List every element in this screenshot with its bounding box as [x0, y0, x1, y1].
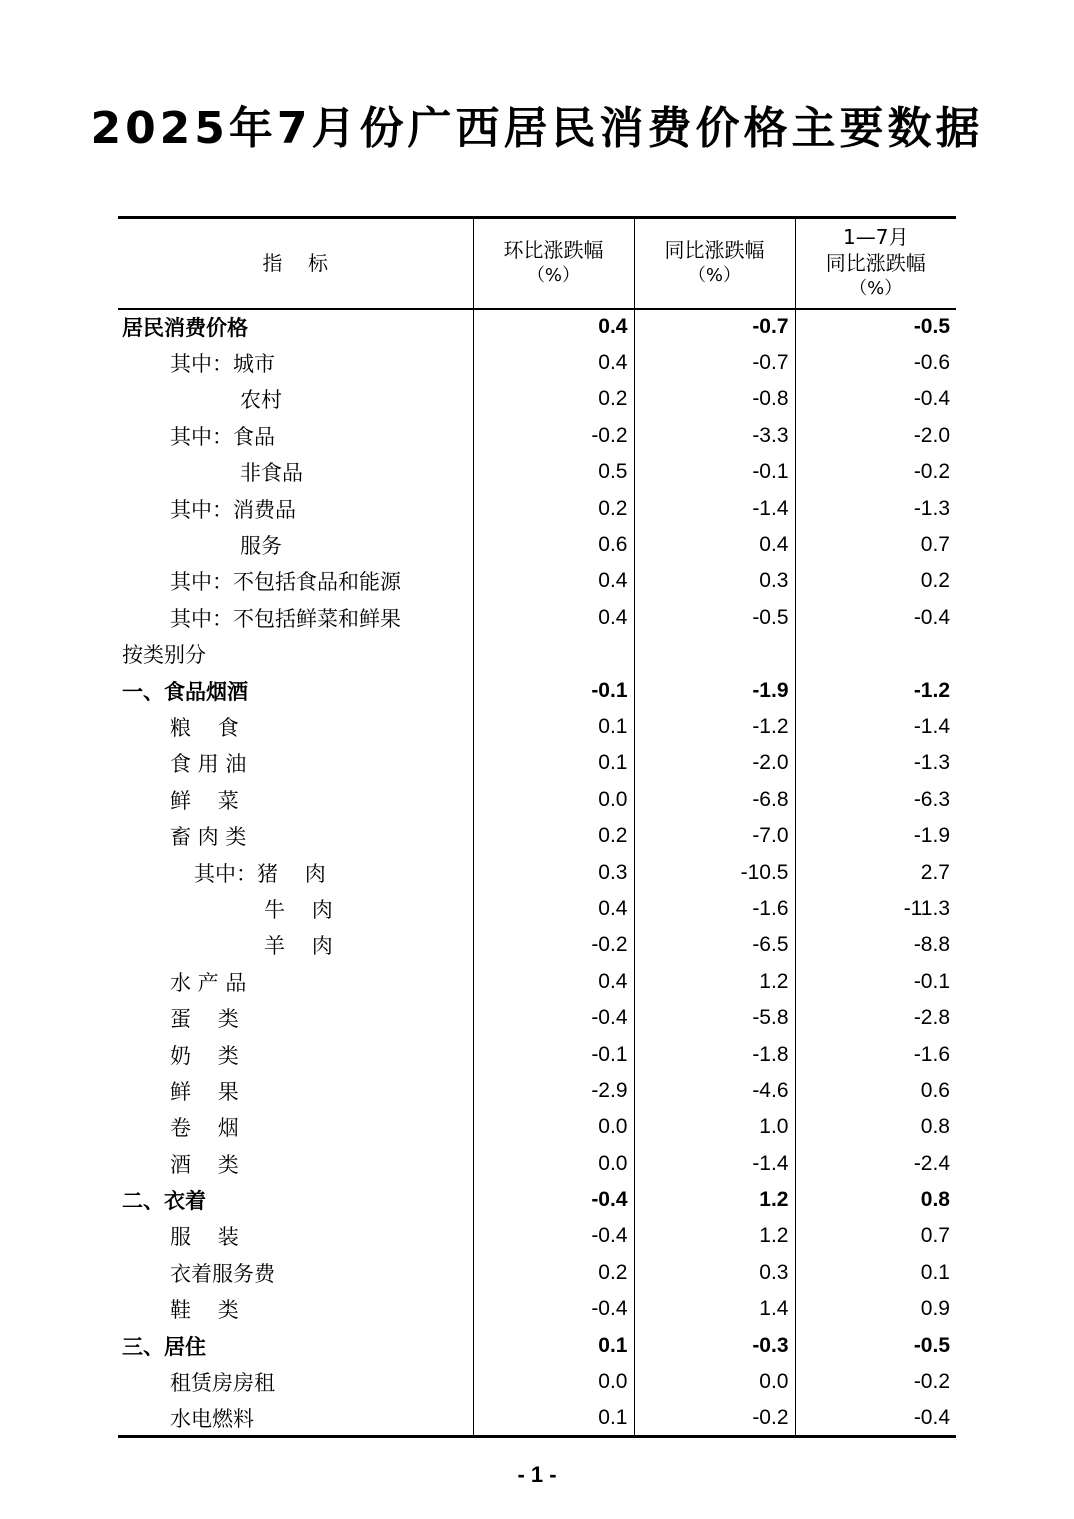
- row-value-mom: 0.1: [473, 745, 634, 781]
- row-value-ytd: 0.9: [795, 1291, 956, 1327]
- table-row: [118, 745, 956, 781]
- table-row: [118, 1255, 956, 1291]
- row-label: 鲜 菜: [170, 788, 239, 813]
- row-label: 羊 肉: [264, 934, 333, 959]
- table-row: [118, 1291, 956, 1327]
- table-row: [118, 527, 956, 563]
- page-number: - 1 -: [517, 1462, 557, 1487]
- row-label: 鞋 类: [170, 1298, 239, 1323]
- row-value-yoy: [634, 636, 795, 672]
- row-value-mom: -0.2: [473, 418, 634, 454]
- table-row: [118, 1327, 956, 1363]
- row-value-ytd: 0.2: [795, 563, 956, 599]
- row-value-ytd: -2.0: [795, 418, 956, 454]
- row-value-yoy: 1.2: [634, 964, 795, 1000]
- table-row: [118, 782, 956, 818]
- row-label: 三、居住: [122, 1334, 206, 1359]
- header-yoy: [634, 218, 795, 309]
- row-value-mom: 0.6: [473, 527, 634, 563]
- header-yoy-label: 同比涨跌幅: [664, 238, 765, 263]
- table-row: [118, 1109, 956, 1145]
- row-value-yoy: 0.3: [634, 563, 795, 599]
- row-value-yoy: -4.6: [634, 1073, 795, 1109]
- row-value-yoy: -5.8: [634, 1000, 795, 1036]
- row-value-ytd: -6.3: [795, 782, 956, 818]
- row-label: 水电燃料: [118, 1400, 473, 1436]
- row-label: 按类别分: [122, 643, 206, 668]
- row-value-yoy: -1.6: [634, 891, 795, 927]
- row-label: 其中：食品: [170, 424, 275, 449]
- row-value-mom: 0.1: [473, 1327, 634, 1363]
- row-value-ytd: -1.3: [795, 490, 956, 526]
- row-value-ytd: -1.4: [795, 709, 956, 745]
- row-value-yoy: -1.9: [634, 672, 795, 708]
- row-value-yoy: 1.2: [634, 1182, 795, 1218]
- table-row: [118, 600, 956, 636]
- row-label: 其中：不包括鲜菜和鲜果: [170, 606, 401, 631]
- header-ytd: [795, 218, 956, 309]
- row-value-ytd: -2.4: [795, 1145, 956, 1181]
- header-mom-label: 环比涨跌幅: [503, 238, 604, 263]
- row-value-mom: 0.2: [473, 1255, 634, 1291]
- header-mom: [473, 218, 634, 309]
- row-value-mom: -0.2: [473, 927, 634, 963]
- row-value-yoy: 1.4: [634, 1291, 795, 1327]
- row-value-mom: -0.4: [473, 1291, 634, 1327]
- row-label: 粮 食: [170, 715, 239, 740]
- table-body: [118, 309, 956, 1437]
- row-value-mom: [473, 636, 634, 672]
- row-value-mom: 0.0: [473, 1145, 634, 1181]
- table-row: [118, 964, 956, 1000]
- row-label: 农村: [240, 388, 282, 413]
- row-value-yoy: -0.7: [634, 345, 795, 381]
- table-row: [118, 345, 956, 381]
- table-row: [118, 854, 956, 890]
- row-value-mom: 0.1: [473, 1400, 634, 1436]
- table-row: [118, 1182, 956, 1218]
- row-value-mom: 0.2: [473, 381, 634, 417]
- row-value-ytd: [795, 636, 956, 672]
- row-value-yoy: -10.5: [634, 854, 795, 890]
- row-value-mom: 0.0: [473, 1109, 634, 1145]
- row-value-ytd: -1.2: [795, 672, 956, 708]
- row-value-ytd: -1.6: [795, 1036, 956, 1072]
- row-label: 其中：不包括食品和能源: [170, 570, 401, 595]
- table-row: [118, 672, 956, 708]
- row-value-ytd: -0.4: [795, 600, 956, 636]
- table-row: [118, 818, 956, 854]
- row-value-yoy: 0.3: [634, 1255, 795, 1291]
- row-value-yoy: 0.0: [634, 1364, 795, 1400]
- row-value-ytd: -0.4: [795, 381, 956, 417]
- row-value-mom: -0.4: [473, 1000, 634, 1036]
- header-ytd-label: 同比涨跌幅: [825, 251, 926, 276]
- row-label: 租赁房房租: [170, 1371, 275, 1396]
- row-value-mom: 0.3: [473, 854, 634, 890]
- row-value-ytd: -0.2: [795, 454, 956, 490]
- row-value-yoy: -0.2: [634, 1400, 795, 1436]
- row-value-ytd: -0.6: [795, 345, 956, 381]
- row-value-yoy: 0.4: [634, 527, 795, 563]
- row-value-yoy: -0.7: [634, 309, 795, 345]
- row-label: 水 产 品: [170, 970, 247, 995]
- row-value-mom: 0.4: [473, 345, 634, 381]
- table-row: [118, 709, 956, 745]
- row-value-mom: -2.9: [473, 1073, 634, 1109]
- header-ytd-period: 1—7月: [843, 225, 909, 250]
- row-label: 其中：猪 肉: [194, 861, 326, 886]
- row-value-yoy: -1.4: [634, 490, 795, 526]
- table-row: [118, 563, 956, 599]
- row-label: 酒 类: [170, 1152, 239, 1177]
- header-indicator: [118, 218, 473, 309]
- table-row: [118, 454, 956, 490]
- row-value-yoy: 1.0: [634, 1109, 795, 1145]
- row-value-yoy: 1.2: [634, 1218, 795, 1254]
- table-row: [118, 1218, 956, 1254]
- row-label: 食 用 油: [170, 752, 247, 777]
- row-value-yoy: -6.8: [634, 782, 795, 818]
- row-label: 奶 类: [170, 1043, 239, 1068]
- header-indicator-label: 指 标: [262, 251, 328, 276]
- table-row: [118, 1036, 956, 1072]
- row-value-mom: 0.2: [473, 818, 634, 854]
- row-value-yoy: -0.1: [634, 454, 795, 490]
- row-value-mom: 0.0: [473, 1364, 634, 1400]
- row-value-yoy: -7.0: [634, 818, 795, 854]
- row-value-yoy: -6.5: [634, 927, 795, 963]
- row-label: 居民消费价格: [122, 316, 248, 341]
- row-label: 蛋 类: [170, 1007, 239, 1032]
- row-label: 其中：城市: [170, 352, 275, 377]
- row-value-yoy: -0.5: [634, 600, 795, 636]
- row-value-ytd: -0.5: [795, 309, 956, 345]
- row-value-ytd: -0.1: [795, 964, 956, 1000]
- row-value-ytd: -0.4: [795, 1400, 956, 1436]
- row-value-mom: 0.4: [473, 600, 634, 636]
- header-ytd-unit: （%）: [849, 278, 903, 300]
- table-row: [118, 1000, 956, 1036]
- row-value-mom: 0.4: [473, 891, 634, 927]
- row-value-ytd: -1.3: [795, 745, 956, 781]
- row-value-mom: 0.1: [473, 709, 634, 745]
- row-value-yoy: -1.2: [634, 709, 795, 745]
- row-value-mom: -0.1: [473, 672, 634, 708]
- row-value-ytd: -0.2: [795, 1364, 956, 1400]
- row-value-mom: -0.4: [473, 1218, 634, 1254]
- row-value-ytd: 0.6: [795, 1073, 956, 1109]
- row-value-ytd: 0.8: [795, 1109, 956, 1145]
- table-row: [118, 490, 956, 526]
- row-value-ytd: 0.1: [795, 1255, 956, 1291]
- row-value-mom: 0.5: [473, 454, 634, 490]
- table-row: [118, 636, 956, 672]
- row-value-yoy: -1.4: [634, 1145, 795, 1181]
- row-label: 一、食品烟酒: [122, 679, 248, 704]
- row-label: 卷 烟: [170, 1116, 239, 1141]
- cpi-table: [118, 216, 956, 1438]
- row-value-yoy: -0.8: [634, 381, 795, 417]
- row-label: 二、衣着: [122, 1189, 206, 1214]
- row-label: 畜 肉 类: [170, 825, 247, 850]
- table-row: [118, 1364, 956, 1400]
- row-value-mom: -0.1: [473, 1036, 634, 1072]
- row-value-yoy: -2.0: [634, 745, 795, 781]
- row-value-yoy: -0.3: [634, 1327, 795, 1363]
- table-row: [118, 381, 956, 417]
- row-value-mom: -0.4: [473, 1182, 634, 1218]
- header-mom-unit: （%）: [526, 265, 581, 287]
- row-value-ytd: 0.7: [795, 527, 956, 563]
- table-row: [118, 309, 956, 345]
- row-label: 鲜 果: [170, 1079, 239, 1104]
- row-value-mom: 0.2: [473, 490, 634, 526]
- table-header-row: [118, 218, 956, 309]
- row-value-mom: 0.4: [473, 309, 634, 345]
- row-value-ytd: 0.8: [795, 1182, 956, 1218]
- row-value-ytd: -8.8: [795, 927, 956, 963]
- header-yoy-unit: （%）: [687, 265, 742, 287]
- row-label: 衣着服务费: [170, 1261, 275, 1286]
- page-title: 2025年7月份广西居民消费价格主要数据: [90, 103, 984, 154]
- row-label: 其中：消费品: [170, 497, 296, 522]
- row-value-mom: 0.4: [473, 563, 634, 599]
- table-row: [118, 927, 956, 963]
- row-value-ytd: 2.7: [795, 854, 956, 890]
- table-row: [118, 1145, 956, 1181]
- table-row: [118, 418, 956, 454]
- row-label: 服务: [240, 534, 282, 559]
- row-label: 非食品: [240, 461, 303, 486]
- row-value-mom: 0.0: [473, 782, 634, 818]
- row-value-ytd: -2.8: [795, 1000, 956, 1036]
- table-row: [118, 891, 956, 927]
- row-value-mom: 0.4: [473, 964, 634, 1000]
- row-label: 牛 肉: [264, 897, 333, 922]
- row-value-ytd: 0.7: [795, 1218, 956, 1254]
- row-value-ytd: -0.5: [795, 1327, 956, 1363]
- row-value-ytd: -1.9: [795, 818, 956, 854]
- row-value-yoy: -3.3: [634, 418, 795, 454]
- row-label: 服 装: [170, 1225, 239, 1250]
- table-row: [118, 1073, 956, 1109]
- row-value-yoy: -1.8: [634, 1036, 795, 1072]
- table-row: [118, 1400, 956, 1436]
- row-value-ytd: -11.3: [795, 891, 956, 927]
